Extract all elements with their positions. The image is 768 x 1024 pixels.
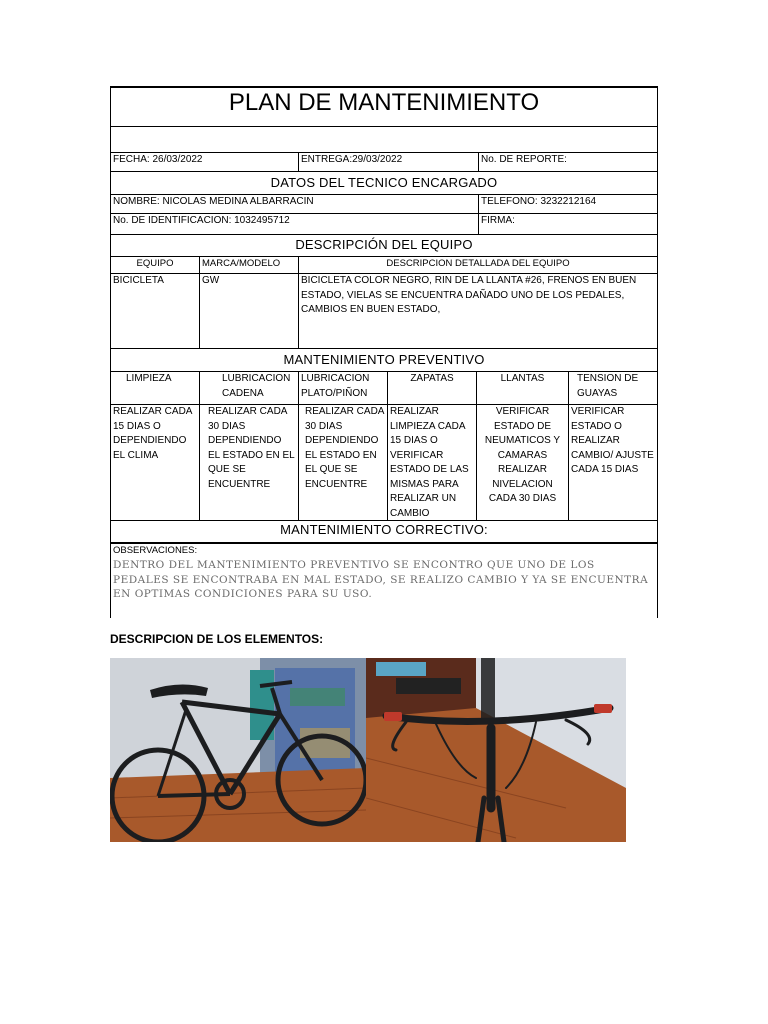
preventivo-value-limpieza: REALIZAR CADA 15 DIAS O DEPENDIENDO EL CLIMA [111, 405, 200, 520]
preventivo-value-plato: REALIZAR CADA 30 DIAS DEPENDIENDO EL ESTADO EN EL QUE SE ENCUENTRE [299, 405, 388, 520]
bike-handlebar-photo [366, 658, 626, 842]
maintenance-form [110, 86, 658, 618]
equipo-value-descripcion: BICICLETA COLOR NEGRO, RIN DE LA LLANTA #26, FRENOS EN BUEN ESTADO, VIELAS SE ENCUENTRA DAÑADO UNO DE LOS PEDALES, CAMBIOS EN BUEN ESTADO, [301, 275, 637, 315]
identificacion-row [110, 214, 658, 235]
preventivo-value-guayas: VERIFICAR ESTADO O REALIZAR CAMBIO/ AJUSTE CADA 15 DIAS [571, 406, 654, 475]
preventivo-section-title: MANTENIMIENTO PREVENTIVO [283, 352, 485, 367]
observaciones-row [110, 544, 658, 618]
equipo-section-title: DESCRIPCIÓN DEL EQUIPO [295, 237, 473, 252]
preventivo-value-row [110, 405, 658, 521]
preventivo-header-guayas: TENSION DE GUAYAS [577, 373, 639, 399]
preventivo-header-limpieza: LIMPIEZA [111, 372, 200, 404]
report-row [110, 153, 658, 172]
equipo-header-row [110, 257, 658, 274]
equipo-header-equipo: EQUIPO [111, 257, 200, 273]
tecnico-section-title: DATOS DEL TECNICO ENCARGADO [270, 175, 498, 190]
blank-row [110, 127, 658, 153]
equipo-header-marca: MARCA/MODELO [200, 257, 299, 273]
preventivo-header-llantas: LLANTAS [477, 372, 569, 404]
entrega-cell: ENTREGA:29/03/2022 [299, 153, 479, 171]
identificacion-cell: No. DE IDENTIFICACION: 1032495712 [111, 214, 479, 234]
preventivo-value-llantas: VERIFICAR ESTADO DE NEUMATICOS Y CAMARAS REALIZAR NIVELACION CADA 30 DIAS [477, 405, 569, 520]
preventivo-value-zapatas: REALIZAR LIMPIEZA CADA 15 DIAS O VERIFICAR ESTADO DE LAS MISMAS PARA REALIZAR UN CAMBIO [388, 405, 477, 520]
observaciones-text: DENTRO DEL MANTENIMIENTO PREVENTIVO SE ENCONTRO QUE UNO DE LOS PEDALES SE ENCONTRABA EN MAL ESTADO, SE REALIZO CAMBIO Y YA SE ENCUENTRA EN OPTIMAS CONDICIONES PARA SU USO. [113, 559, 649, 600]
correctivo-section-title: MANTENIMIENTO CORRECTIVO: [280, 522, 488, 537]
title-row [110, 86, 658, 127]
nombre-cell: NOMBRE: NICOLAS MEDINA ALBARRACIN [111, 195, 479, 213]
page-title: PLAN DE MANTENIMIENTO [228, 89, 540, 116]
preventivo-header-plato: LUBRICACION PLATO/PIÑON [299, 372, 388, 404]
observaciones-label: OBSERVACIONES: [113, 545, 198, 556]
preventivo-header-row [110, 372, 658, 405]
correctivo-section-row [110, 521, 658, 544]
preventivo-header-cadena: LUBRICACION CADENA [200, 372, 299, 404]
telefono-cell: TELEFONO: 3232212164 [481, 196, 597, 207]
preventivo-section-row [110, 349, 658, 372]
elements-title: DESCRIPCION DE LOS ELEMENTOS: [110, 632, 324, 646]
fecha-cell: FECHA: 26/03/2022 [111, 153, 299, 171]
preventivo-value-cadena: REALIZAR CADA 30 DIAS DEPENDIENDO EL ESTADO EN EL QUE SE ENCUENTRE [200, 405, 299, 520]
equipo-value-marca: GW [200, 274, 299, 348]
tecnico-section-row [110, 172, 658, 195]
nombre-row [110, 195, 658, 214]
equipo-value-row [110, 274, 658, 349]
bike-side-photo [110, 658, 366, 842]
equipo-section-row [110, 235, 658, 257]
firma-cell: FIRMA: [481, 215, 515, 226]
preventivo-header-zapatas: ZAPATAS [388, 372, 477, 404]
reporte-cell: No. DE REPORTE: [481, 154, 567, 165]
equipo-header-descripcion: DESCRIPCION DETALLADA DEL EQUIPO [386, 258, 570, 269]
equipo-value-equipo: BICICLETA [111, 274, 200, 348]
